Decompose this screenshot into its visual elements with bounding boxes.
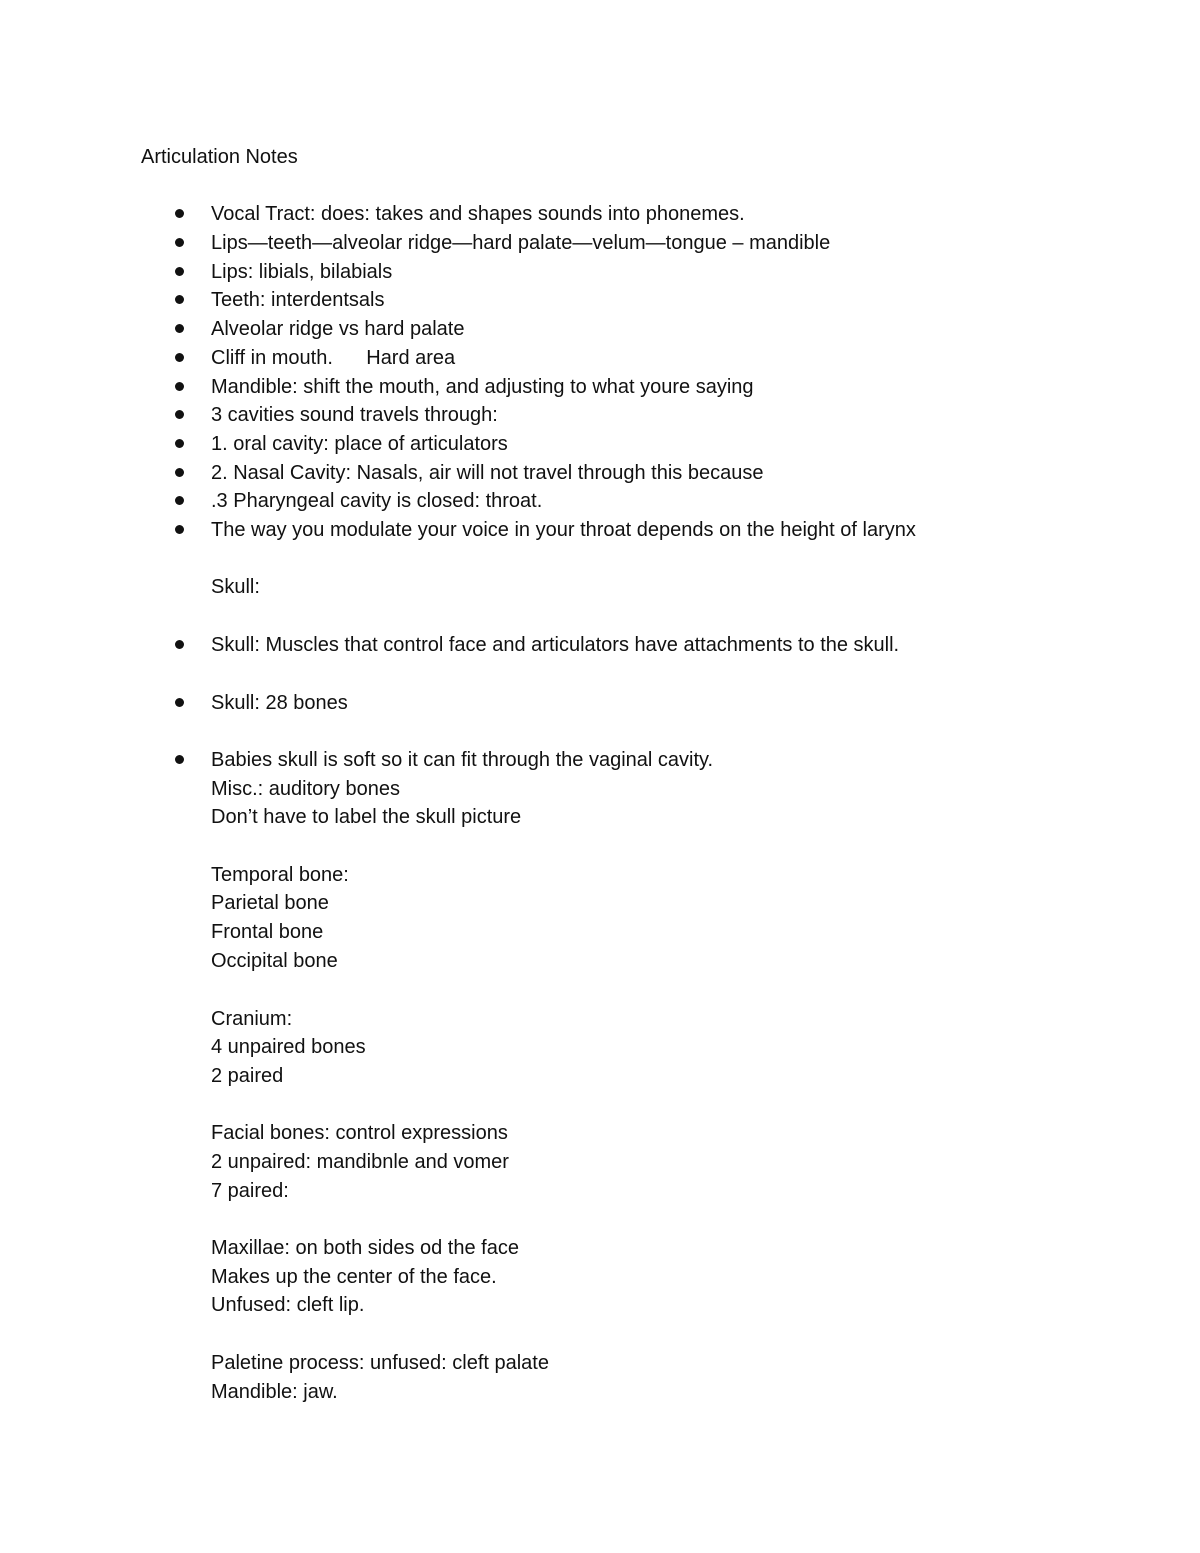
text-line: Paletine process: unfused: cleft palate [211,1352,549,1374]
bullet-icon [175,324,184,333]
text-line: Temporal bone: [211,864,349,886]
document-title: Articulation Notes [141,146,298,168]
text-line: Maxillae: on both sides od the face [211,1237,519,1259]
text-line: Don’t have to label the skull picture [211,806,522,828]
text-line: Facial bones: control expressions [211,1122,508,1144]
bullet-icon [175,468,184,477]
list-item: 2. Nasal Cavity: Nasals, air will not travel through this because [211,462,764,484]
text-line: Misc.: auditory bones [211,778,400,800]
list-item: The way you modulate your voice in your throat depends on the height of larynx [211,519,916,541]
bullet-icon [175,496,184,505]
list-item: Babies skull is soft so it can fit through the vaginal cavity. [211,749,714,771]
text-line: 4 unpaired bones [211,1036,366,1058]
bullet-icon [175,353,184,362]
bullet-icon [175,640,184,649]
text-line: 2 paired [211,1065,284,1087]
bullet-icon [175,238,184,247]
bullet-icon [175,755,184,764]
list-item: Cliff in mouth. Hard area [211,347,456,369]
list-item: 1. oral cavity: place of articulators [211,433,508,455]
list-item: Teeth: interdentsals [211,289,385,311]
bullet-icon [175,525,184,534]
bullet-icon [175,382,184,391]
list-item: Vocal Tract: does: takes and shapes sounds into phonemes. [211,203,745,225]
text-line: Mandible: jaw. [211,1381,338,1403]
bullet-icon [175,698,184,707]
bullet-icon [175,267,184,276]
bullet-icon [175,410,184,419]
bullet-icon [175,295,184,304]
list-item: Skull: Muscles that control face and articulators have attachments to the skull. [211,634,900,656]
bullet-icon [175,209,184,218]
text-line: Cranium: [211,1008,293,1030]
section-heading-skull: Skull: [211,576,260,598]
text-line: 2 unpaired: mandibnle and vomer [211,1151,509,1173]
list-item: Lips—teeth—alveolar ridge—hard palate—velum—tongue – mandible [211,232,831,254]
list-item: .3 Pharyngeal cavity is closed: throat. [211,490,543,512]
bullet-icon [175,439,184,448]
text-line: 7 paired: [211,1180,289,1202]
list-item: Mandible: shift the mouth, and adjusting to what youre saying [211,376,754,398]
text-line: Unfused: cleft lip. [211,1294,365,1316]
list-item: Skull: 28 bones [211,692,348,714]
list-item: 3 cavities sound travels through: [211,404,498,426]
text-line: Makes up the center of the face. [211,1266,497,1288]
list-item: Alveolar ridge vs hard palate [211,318,465,340]
text-line: Parietal bone [211,892,329,914]
text-line: Frontal bone [211,921,324,943]
list-item: Lips: libials, bilabials [211,261,393,283]
text-line: Occipital bone [211,950,338,972]
